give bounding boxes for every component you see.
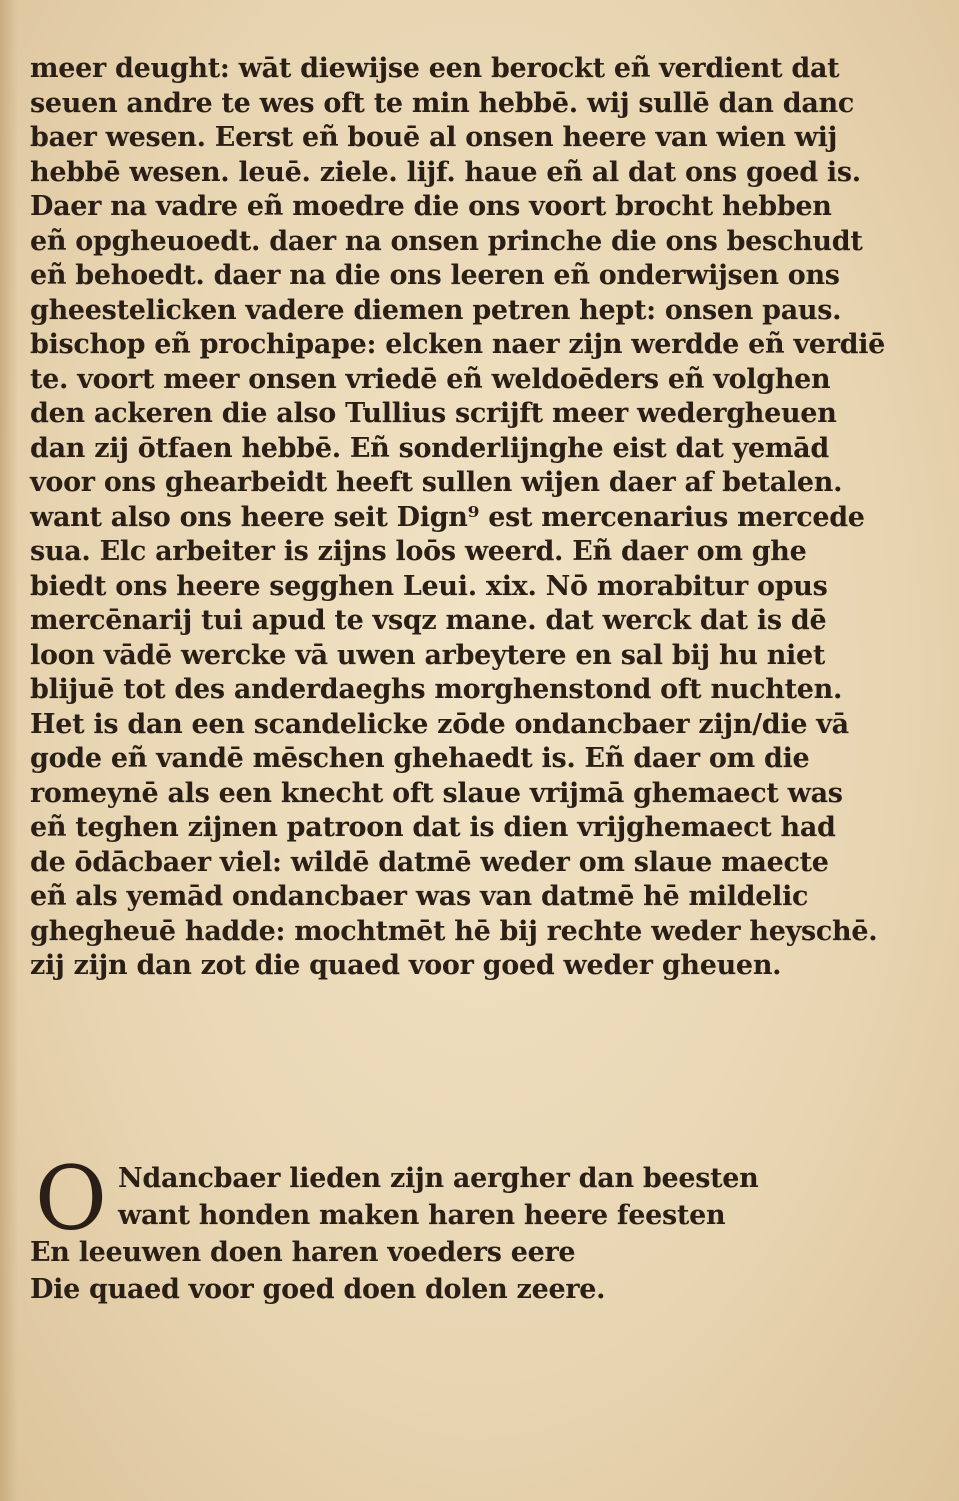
verse-block (30, 1147, 930, 1308)
text-line: Het is dan een scandelicke zōde ondancbaer zijn/die vā (30, 708, 849, 740)
text-line: blijuē tot des anderdaeghs morghenstond oft nuchten. (30, 674, 843, 705)
text-line: dan zij ōtfaen hebbē. Eñ sonderlijnghe eist dat yemād (30, 432, 829, 464)
text-line: zij zijn dan zot die quaed voor goed weder gheuen. (30, 950, 782, 981)
text-line: bischop eñ prochipape: elcken naer zijn werdde eñ verdiē (30, 329, 886, 360)
text-line: voor ons ghearbeidt heeft sullen wijen daer af betalen. (30, 467, 843, 498)
text-line: Daer na vadre eñ moedre die ons voort brocht hebben (30, 191, 832, 222)
text-line: te. voort meer onsen vriedē eñ weldoēders eñ volghen (30, 363, 831, 395)
text-line: hebbē wesen. leuē. ziele. lijf. haue eñ al dat ons goed is. (30, 156, 861, 188)
verse-line: Ndancbaer lieden zijn aergher dan beesten (118, 1163, 759, 1194)
text-line: baer wesen. Eerst eñ bouē al onsen heere van wien wij (30, 122, 838, 153)
verse-line: En leeuwen doen haren voeders eere (30, 1237, 576, 1268)
verse-line: want honden maken haren heere feesten (118, 1200, 726, 1231)
text-line: seuen andre te wes oft te min hebbē. wij sullē dan danc (30, 87, 854, 119)
text-line: den ackeren die also Tullius scrijft meer wedergheuen (30, 398, 837, 429)
text-line: ghegheuē hadde: mochtmēt hē bij rechte weder heyschē. (30, 915, 878, 947)
text-line: meer deught: wāt diewijse een berockt eñ verdient dat (30, 53, 840, 84)
text-line: eñ als yemād ondancbaer was van datmē hē mildelic (30, 881, 809, 912)
text-line: mercēnarij tui apud te vsqz mane. dat werck dat is dē (30, 605, 827, 636)
text-line: loon vādē wercke vā uwen arbeytere en sal bij hu niet (30, 639, 826, 671)
text-line: eñ opgheuoedt. daer na onsen prinche die ons beschudt (30, 225, 863, 257)
text-line: eñ teghen zijnen patroon dat is dien vrijghemaect had (30, 812, 836, 843)
text-line: de ōdācbaer viel: wildē datmē weder om slaue maecte (30, 846, 829, 878)
text-line: sua. Elc arbeiter is zijns loōs weerd. Eñ daer om ghe (30, 536, 807, 567)
text-line: gheestelicken vadere diemen petren hept: onsen paus. (30, 294, 842, 326)
initial-capital: O (34, 1147, 108, 1250)
body-text (30, 52, 930, 984)
text-line: gode eñ vandē mēschen ghehaedt is. Eñ daer om die (30, 743, 810, 774)
text-line: biedt ons heere segghen Leui. xix. Nō morabitur opus (30, 570, 828, 602)
verse-line: Die quaed voor goed doen dolen zeere. (30, 1274, 606, 1305)
text-line: want also ons heere seit Dign⁹ est mercenarius mercede (30, 501, 865, 533)
text-line: eñ behoedt. daer na die ons leeren eñ onderwijsen ons (30, 260, 840, 291)
text-line: romeynē als een knecht oft slaue vrijmā ghemaect was (30, 777, 843, 809)
